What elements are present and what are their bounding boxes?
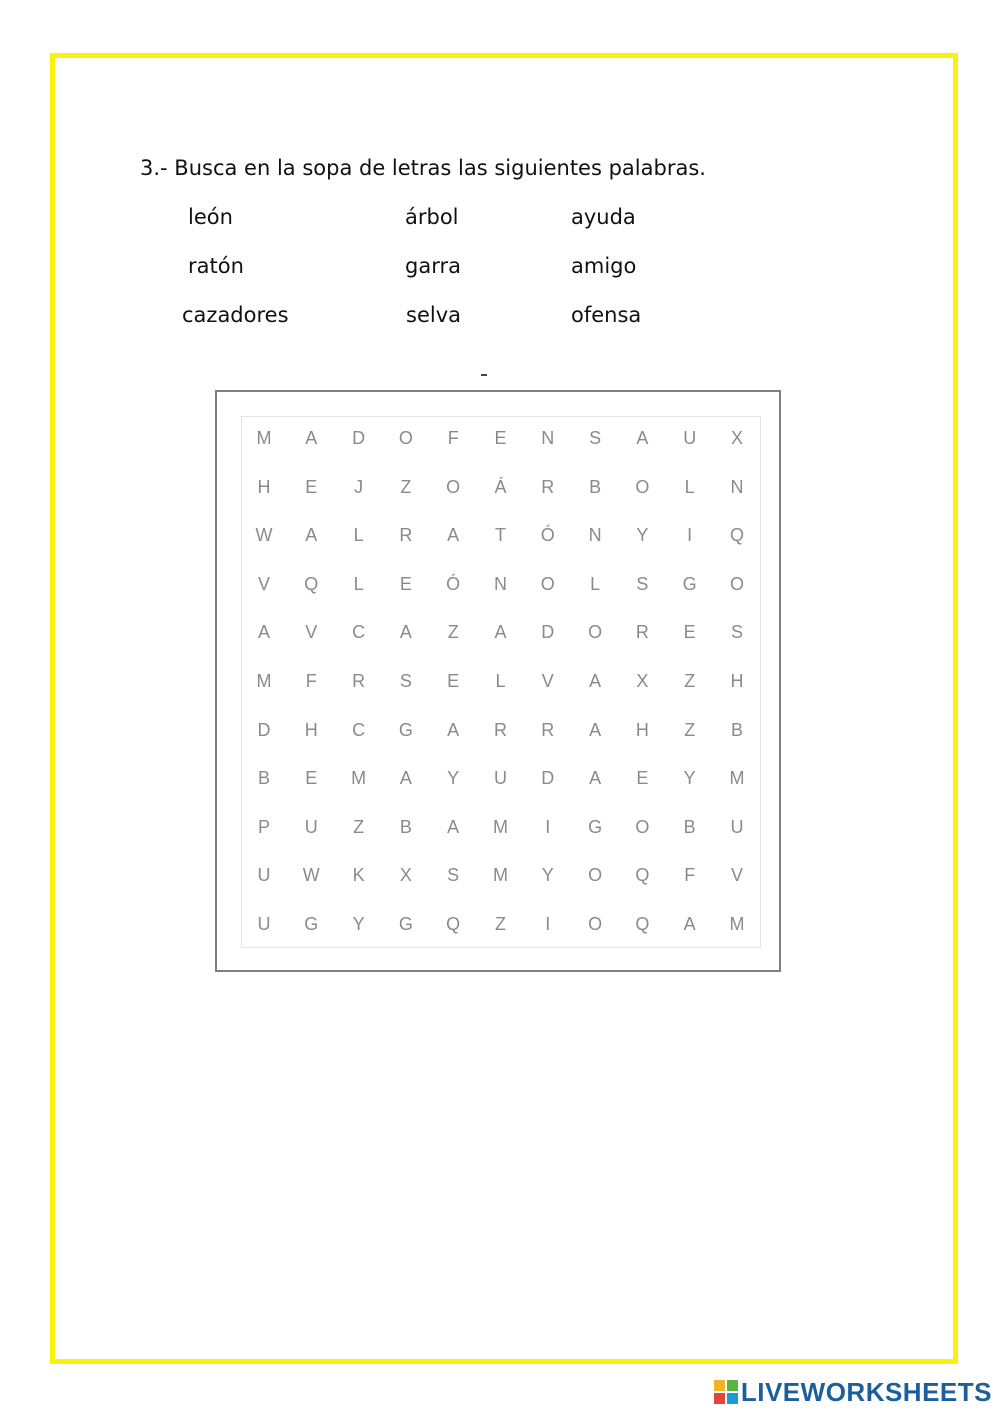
grid-letter: O [635,816,650,837]
grid-letter: P [257,816,270,837]
grid-letter: A [636,428,649,448]
grid-letter: G [588,816,603,837]
grid-letter: Á [494,476,507,497]
grid-letter: O [398,428,413,448]
grid-letter: H [304,719,318,740]
grid-letter: U [730,816,744,837]
grid-letter: Q [304,573,319,594]
grid-letter: A [305,525,318,546]
instruction-text: 3.- Busca en la sopa de letras las siguientes palabras. [140,156,706,180]
grid-letter: A [399,622,412,643]
grid-letter: A [257,622,270,643]
grid-letter: Y [683,768,696,789]
grid-letter: Z [495,914,506,934]
grid-letter: R [541,719,555,740]
grid-letter: X [399,865,412,886]
grid-letter: M [351,768,367,789]
grid-letter: D [257,719,271,740]
grid-letter: A [305,428,318,448]
grid-letter: T [495,525,506,546]
grid-letter: G [398,914,413,934]
grid-letter: O [446,476,461,497]
grid-letter: S [447,865,460,886]
grid-letter: Q [635,914,650,934]
grid-letter: O [588,914,603,934]
grid-letter: Z [684,719,696,740]
word-item: selva [406,303,461,327]
grid-letter: E [447,671,460,691]
grid-letter: V [305,622,318,643]
grid-letter: V [730,865,743,886]
grid-letter: E [636,768,649,789]
grid-letter: E [683,622,696,643]
grid-letter: N [588,525,602,546]
grid-letter: U [257,865,271,886]
grid-letter: V [257,573,270,594]
grid-letter: Y [541,865,554,886]
word-item: cazadores [182,303,289,327]
grid-letter: N [541,428,555,448]
grid-letter: B [589,476,602,497]
grid-letter: L [590,573,601,594]
word-item: ratón [188,254,244,278]
grid-letter: A [589,671,602,691]
grid-letter: B [257,768,270,789]
grid-letter: Z [447,622,459,643]
grid-letter: L [495,671,506,691]
grid-letter: O [588,622,603,643]
grid-letter: Q [446,914,461,934]
grid-letter: I [545,816,551,837]
grid-letter: M [729,768,745,789]
grid-letter: X [730,428,743,448]
grid-letter: N [730,476,744,497]
grid-letter: V [541,671,554,691]
grid-letter: E [494,428,507,448]
grid-letter: F [447,428,459,448]
grid-letter: U [257,914,271,934]
grid-letter: B [730,719,743,740]
liveworksheets-logo-icon [714,1380,738,1404]
word-item: árbol [405,205,459,229]
grid-letter: A [447,525,460,546]
grid-letter: O [588,865,603,886]
word-item: amigo [571,254,637,278]
grid-letter: W [255,525,273,546]
grid-letter: Q [635,865,650,886]
grid-letter: M [493,816,508,837]
dash-mark [481,374,487,376]
grid-letter: U [683,428,697,448]
grid-letter: Y [636,525,649,546]
grid-letter: L [684,476,695,497]
grid-letter: G [682,573,697,594]
grid-letter: R [494,719,507,740]
grid-letter: O [635,476,650,497]
grid-letter: E [305,768,318,789]
grid-letter: A [494,622,507,643]
grid-letter: A [589,719,602,740]
grid-letter: F [305,671,317,691]
grid-letter: D [352,428,366,448]
logo-text: LIVEWORKSHEETS [740,1376,992,1407]
grid-letter: B [683,816,696,837]
grid-letter: G [398,719,413,740]
grid-letter: Z [400,476,412,497]
grid-letter: I [545,914,551,934]
grid-letter: H [730,671,744,691]
grid-letter: U [494,768,507,789]
grid-letter: J [354,476,364,497]
grid-letter: S [399,671,412,691]
grid-letter: A [447,816,460,837]
grid-letter: D [541,768,555,789]
grid-letter: O [540,573,555,594]
grid-letter: U [304,816,318,837]
grid-letter: S [730,622,743,643]
grid-letter: A [447,719,460,740]
word-item: ofensa [571,303,642,327]
grid-letter: I [687,525,693,546]
grid-letter: A [683,914,696,934]
grid-letter: K [352,865,365,886]
grid-letter: E [399,573,412,594]
grid-letter: E [305,476,318,497]
grid-letter: S [589,428,602,448]
grid-letter: Z [684,671,696,691]
grid-letter: M [256,428,272,448]
grid-letter: Z [353,816,365,837]
grid-letter: H [257,476,271,497]
word-item: ayuda [571,205,636,229]
grid-letter: D [541,622,555,643]
grid-letter: A [399,768,412,789]
grid-letter: Y [352,914,365,934]
grid-letter: O [729,573,744,594]
grid-letter: G [304,914,319,934]
grid-letter: M [256,671,272,691]
liveworksheets-logo[interactable] [714,1377,992,1407]
grid-letter: R [399,525,413,546]
grid-letter: H [635,719,649,740]
grid-letter: F [684,865,696,886]
grid-letter: N [494,573,507,594]
grid-letter: Ó [540,525,555,546]
grid-letter: B [399,816,412,837]
word-search-grid [215,390,781,972]
grid-letter: C [352,622,366,643]
grid-letter: A [589,768,602,789]
grid-letter: M [729,914,745,934]
grid-letter: M [493,865,508,886]
grid-letter: Ó [446,573,461,594]
word-item: león [188,205,233,229]
grid-letter: R [635,622,649,643]
grid-letter: Y [447,768,460,789]
grid-letter: L [353,525,364,546]
word-item: garra [405,254,461,278]
grid-letter: L [353,573,364,594]
grid-letter: R [541,476,555,497]
grid-letter: Q [729,525,744,546]
grid-letter: W [302,865,320,886]
grid-letter: C [352,719,366,740]
grid-letter: X [636,671,649,691]
grid-letter: S [636,573,649,594]
grid-letter: R [352,671,366,691]
